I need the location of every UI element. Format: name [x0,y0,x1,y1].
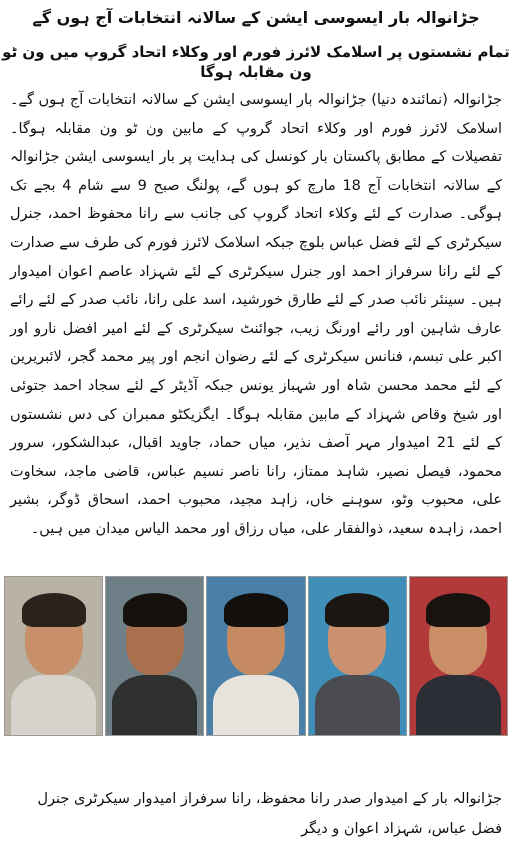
photo-shirt [213,675,298,736]
candidate-photo [308,576,407,736]
photo-hair [224,593,288,627]
candidate-photos [4,576,508,736]
photo-shirt [315,675,400,736]
candidate-photo [4,576,103,736]
candidate-photo [105,576,204,736]
headline: جڑانوالہ بار ایسوسی ایشن کے سالانہ انتخابات آج ہوں گے [32,8,480,27]
photo-shirt [11,675,96,736]
subheadline: تمام نشستوں پر اسلامک لائرز فورم اور وکلاء اتحاد گروپ میں ون ٹو ون مقابلہ ہوگا [2,43,510,81]
photo-caption: جڑانوالہ بار کے امیدوار صدر رانا محفوظ، رانا سرفراز امیدوار سیکرٹری جنرل فضل عباس، شہزاد اعوان و دیگر [37,791,502,837]
article-body: جڑانوالہ (نمائندہ دنیا) جڑانوالہ بار ایسوسی ایشن کے سالانہ انتخابات آج ہوں گے۔ اسلامک لائرز فورم اور وکلاء اتحاد گروپ کے مابین ون ٹو ون مقابلہ ہوگا۔ تفصیلات کے مطابق پاکستان بار کونسل کی ہدایت پر بار ایسوسی ایشن جڑانوالہ کے سالانہ انتخابات آج 18 مارچ کو ہوں گے، پولنگ صبح 9 سے شام 4 بجے تک ہوگی۔ صدارت کے لئے وکلاء اتحاد گروپ کی جانب سے رانا محفوظ احمد، جنرل سیکرٹری کے لئے فضل عباس بلوچ جبکہ اسلامک لائرز فورم کی طرف سے صدارت کے لئے رانا سرفراز احمد اور جنرل سیکرٹری کے لئے شہزاد عاصم اعوان امیدوار ہیں۔ سینئر نائب صدر کے لئے طارق خورشید، اسد علی رانا، نائب صدر کے لئے رائے عارف شاہین اور رائے اورنگ زیب، جوائنٹ سیکرٹری کے لئے امیر افضل نارو اور اکبر علی تبسم، فنانس سیکرٹری کے لئے رضوان انجم اور پیر محمد گجر، لائبریرین کے لئے محمد محسن شاہ اور شہباز یونس جبکہ آڈیٹر کے لئے سجاد احمد جتوئی اور شیخ وقاص شہزاد کے مابین مقابلہ ہوگا۔ ایگزیکٹو ممبران کی دس نشستوں کے لئے 21 امیدوار مہر آصف نذیر، میاں حماد، جاوید اقبال، عبدالشکور، سرور محمود، فیصل نصیر، شاہد ممتاز، رانا ناصر نسیم عباس، قاضی ماجد، سخاوت علی، محبوب وٹو، سوہنے خاں، زاہد مجید، محبوب احمد، اسحاق ڈوگر، بشیر احمد، زاہدہ سعید، ذوالفقار علی، میاں رزاق اور محمد الیاس میدان میں ہیں۔ [10,92,502,537]
photo-hair [325,593,389,627]
photo-shirt [112,675,197,736]
photo-shirt [416,675,501,736]
photo-hair [22,593,86,627]
candidate-photo [206,576,305,736]
candidate-photo [409,576,508,736]
photo-hair [426,593,490,627]
photo-hair [123,593,187,627]
